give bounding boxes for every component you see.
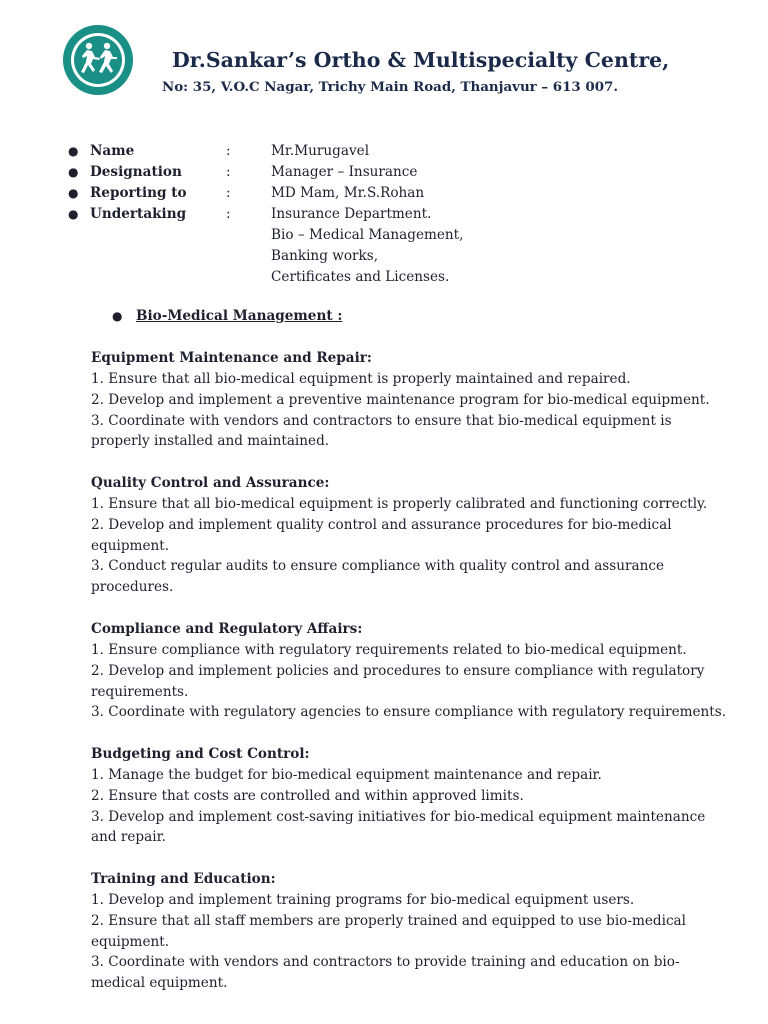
- section-block: [91, 744, 731, 848]
- section-heading: Budgeting and Cost Control:: [91, 746, 310, 763]
- profile-row-reporting: [68, 183, 728, 204]
- responsibilities: [91, 348, 731, 1015]
- letterhead: [0, 0, 768, 110]
- section-heading: Training and Education:: [91, 871, 276, 888]
- profile-label: Designation: [90, 164, 182, 180]
- profile-info-list: [68, 141, 728, 288]
- profile-row-designation: [68, 162, 728, 183]
- organization-address: No: 35, V.O.C Nagar, Trichy Main Road, Thanjavur – 613 007.: [162, 79, 618, 95]
- profile-row-name: [68, 141, 728, 162]
- section-item: 1. Ensure that all bio-medical equipment is properly calibrated and functioning correctly.: [91, 495, 708, 512]
- section-item: 1. Ensure that all bio-medical equipment is properly maintained and repaired.: [91, 370, 631, 387]
- profile-value: Banking works,: [271, 248, 379, 264]
- section-block: [91, 869, 731, 994]
- section-heading: Equipment Maintenance and Repair:: [91, 350, 372, 366]
- organization-name: Dr.Sankar’s Ortho & Multispecialty Centre,: [172, 48, 670, 72]
- section-item: 2. Ensure that all staff members are properly trained and equipped to use bio-medical equipment.: [91, 912, 687, 950]
- profile-value: Certificates and Licenses.: [271, 269, 450, 285]
- section-block: [91, 619, 731, 723]
- profile-value: MD Mam, Mr.S.Rohan: [271, 185, 425, 201]
- profile-row-undertaking-cont: [68, 267, 728, 288]
- bullet-icon: ●: [68, 144, 79, 158]
- profile-label: Reporting to: [90, 185, 187, 201]
- profile-colon: :: [226, 185, 231, 201]
- profile-colon: :: [226, 143, 231, 159]
- profile-colon: :: [226, 164, 231, 180]
- profile-row-undertaking-cont: [68, 225, 728, 246]
- section-block: [91, 473, 731, 598]
- section-item: 3. Coordinate with regulatory agencies to ensure compliance with regulatory requirements.: [91, 704, 727, 721]
- profile-colon: :: [226, 206, 231, 222]
- bullet-icon: ●: [68, 165, 79, 179]
- section-title: Bio-Medical Management :: [136, 308, 343, 324]
- section-item: 2. Develop and implement a preventive maintenance program for bio-medical equipment.: [91, 391, 710, 408]
- section-item: 1. Ensure compliance with regulatory requirements related to bio-medical equipment.: [91, 641, 687, 658]
- profile-value: Bio – Medical Management,: [271, 227, 464, 243]
- profile-value: Mr.Murugavel: [271, 143, 370, 159]
- profile-label: Name: [90, 143, 135, 159]
- bullet-icon: ●: [68, 207, 79, 221]
- runner-logo-icon: [62, 24, 134, 96]
- section-heading: Compliance and Regulatory Affairs:: [91, 620, 363, 637]
- section-item: 2. Ensure that costs are controlled and within approved limits.: [91, 787, 524, 804]
- section-item: 3. Develop and implement cost-saving initiatives for bio-medical equipment maintenance and repair.: [91, 808, 706, 846]
- section-item: 1. Develop and implement training programs for bio-medical equipment users.: [91, 891, 635, 908]
- bullet-icon: ●: [68, 186, 79, 200]
- profile-value: Insurance Department.: [271, 206, 432, 222]
- profile-row-undertaking-cont: [68, 246, 728, 267]
- section-item: 3. Coordinate with vendors and contractors to ensure that bio-medical equipment is properly installed and maintained.: [91, 412, 672, 450]
- section-heading: Quality Control and Assurance:: [91, 475, 330, 492]
- section-item: 2. Develop and implement policies and procedures to ensure compliance with regulatory requirements.: [91, 662, 705, 700]
- profile-label: Undertaking: [90, 206, 187, 222]
- profile-value: Manager – Insurance: [271, 164, 418, 180]
- section-item: 3. Conduct regular audits to ensure compliance with quality control and assurance procedures.: [91, 558, 665, 596]
- profile-row-undertaking: [68, 204, 728, 225]
- section-block: [91, 348, 731, 452]
- bullet-icon: ●: [112, 309, 123, 323]
- section-item: 3. Coordinate with vendors and contractors to provide training and education on bio-medical equipment.: [91, 954, 680, 992]
- section-item: 2. Develop and implement quality control and assurance procedures for bio-medical equipment.: [91, 516, 672, 554]
- section-item: 1. Manage the budget for bio-medical equipment maintenance and repair.: [91, 766, 602, 783]
